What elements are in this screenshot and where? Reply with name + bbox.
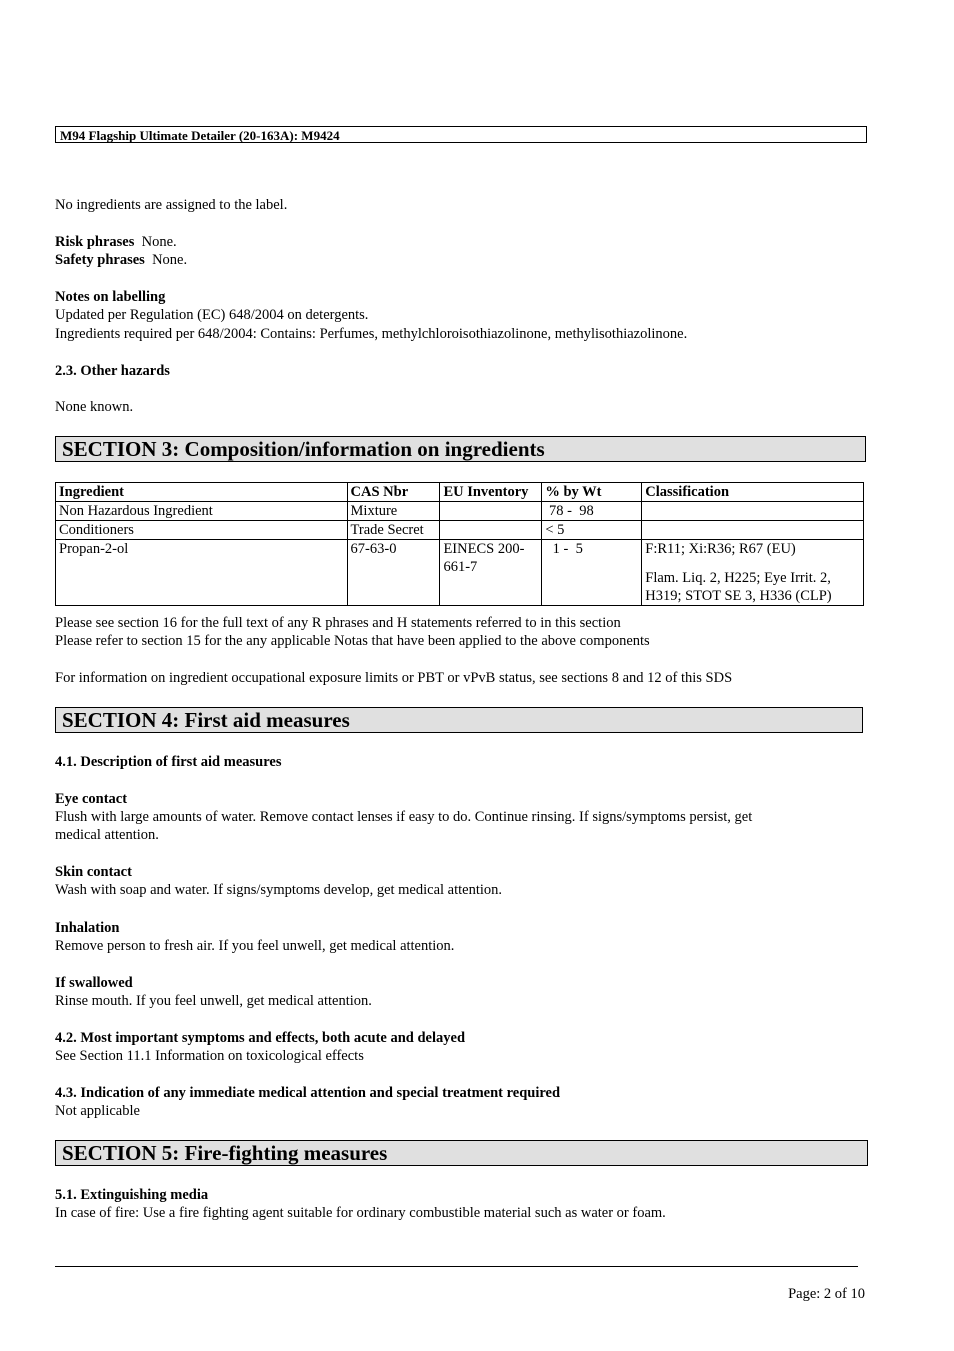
ingredient-cell: Conditioners: [56, 521, 348, 540]
section-4-title: SECTION 4: First aid measures: [55, 707, 863, 733]
classification-eu: F:R11; Xi:R36; R67 (EU): [645, 541, 796, 557]
eu-cell: [440, 521, 542, 540]
ingredient-cell: Non Hazardous Ingredient: [56, 502, 348, 521]
section-4-2-text: See Section 11.1 Information on toxicological effects: [55, 1048, 364, 1064]
cas-cell: 67-63-0: [347, 540, 440, 606]
section-5-1-text: In case of fire: Use a fire fighting agent suitable for ordinary combustible material such as water or foam.: [55, 1205, 666, 1221]
ingredients-table: [55, 482, 864, 606]
column-header: Ingredient: [56, 483, 348, 502]
wt-cell: 78 - 98: [542, 502, 642, 521]
safety-phrases-label: Safety phrases: [55, 252, 145, 268]
risk-phrases-label: Risk phrases: [55, 234, 135, 250]
notes-line-2: Ingredients required per 648/2004: Contains: Perfumes, methylchloroisothiazolinone, methylisothiazolinone.: [55, 326, 688, 342]
notes-line-1: Updated per Regulation (EC) 648/2004 on detergents.: [55, 307, 369, 323]
risk-phrases-value: None.: [141, 234, 177, 250]
table-row: [56, 521, 864, 540]
section-3-title: SECTION 3: Composition/information on ingredients: [55, 436, 866, 462]
column-header: CAS Nbr: [347, 483, 440, 502]
table-row: [56, 540, 864, 606]
section-4-2-heading: 4.2. Most important symptoms and effects, both acute and delayed: [55, 1030, 466, 1046]
classification-clp: Flam. Liq. 2, H225; Eye Irrit. 2, H319; STOT SE 3, H336 (CLP): [645, 570, 832, 604]
cas-cell: Trade Secret: [347, 521, 440, 540]
other-hazards-text: None known.: [55, 399, 134, 415]
skin-contact-heading: Skin contact: [55, 864, 132, 880]
eu-cell: EINECS 200-661-7: [440, 540, 542, 606]
eye-contact-line-1: Flush with large amounts of water. Remove contact lenses if easy to do. Continue rinsing. If signs/symptoms persist, get: [55, 809, 753, 825]
page-number: Page: 2 of 10: [788, 1286, 865, 1302]
if-swallowed-text: Rinse mouth. If you feel unwell, get medical attention.: [55, 993, 372, 1009]
section-5-title: SECTION 5: Fire-fighting measures: [55, 1140, 868, 1166]
no-ingredients-text: No ingredients are assigned to the label.: [55, 197, 288, 213]
classification-cell: [642, 521, 864, 540]
safety-phrases-line: [55, 251, 187, 269]
table-row: [56, 502, 864, 521]
classification-cell: [642, 540, 864, 606]
safety-phrases-value: None.: [152, 252, 188, 268]
ingredient-cell: Propan-2-ol: [56, 540, 348, 606]
section-4-3-heading: 4.3. Indication of any immediate medical attention and special treatment required: [55, 1085, 561, 1101]
inhalation-text: Remove person to fresh air. If you feel unwell, get medical attention.: [55, 938, 455, 954]
eye-contact-heading: Eye contact: [55, 791, 128, 807]
other-hazards-heading: 2.3. Other hazards: [55, 363, 170, 379]
skin-contact-text: Wash with soap and water. If signs/symptoms develop, get medical attention.: [55, 882, 503, 898]
section-3-note-1: Please see section 16 for the full text of any R phrases and H statements referred to in this section: [55, 615, 621, 631]
wt-cell: 1 - 5: [542, 540, 642, 606]
section-5-1-heading: 5.1. Extinguishing media: [55, 1187, 209, 1203]
notes-heading: Notes on labelling: [55, 289, 166, 305]
section-4-1-heading: 4.1. Description of first aid measures: [55, 754, 282, 770]
column-header: Classification: [642, 483, 864, 502]
table-header-row: [56, 483, 864, 502]
column-header: EU Inventory: [440, 483, 542, 502]
eu-cell: [440, 502, 542, 521]
if-swallowed-heading: If swallowed: [55, 975, 133, 991]
footer-divider: [55, 1266, 858, 1267]
section-4-3-text: Not applicable: [55, 1103, 140, 1119]
risk-phrases-line: [55, 233, 177, 251]
cas-cell: Mixture: [347, 502, 440, 521]
eye-contact-line-2: medical attention.: [55, 827, 159, 843]
column-header: % by Wt: [542, 483, 642, 502]
document-header: M94 Flagship Ultimate Detailer (20-163A): M9424: [55, 126, 867, 143]
section-3-note-3: For information on ingredient occupational exposure limits or PBT or vPvB status, see sections 8 and 12 of this SDS: [55, 670, 733, 686]
inhalation-heading: Inhalation: [55, 920, 120, 936]
section-3-note-2: Please refer to section 15 for the any applicable Notas that have been applied to the above components: [55, 633, 650, 649]
wt-cell: < 5: [542, 521, 642, 540]
classification-cell: [642, 502, 864, 521]
